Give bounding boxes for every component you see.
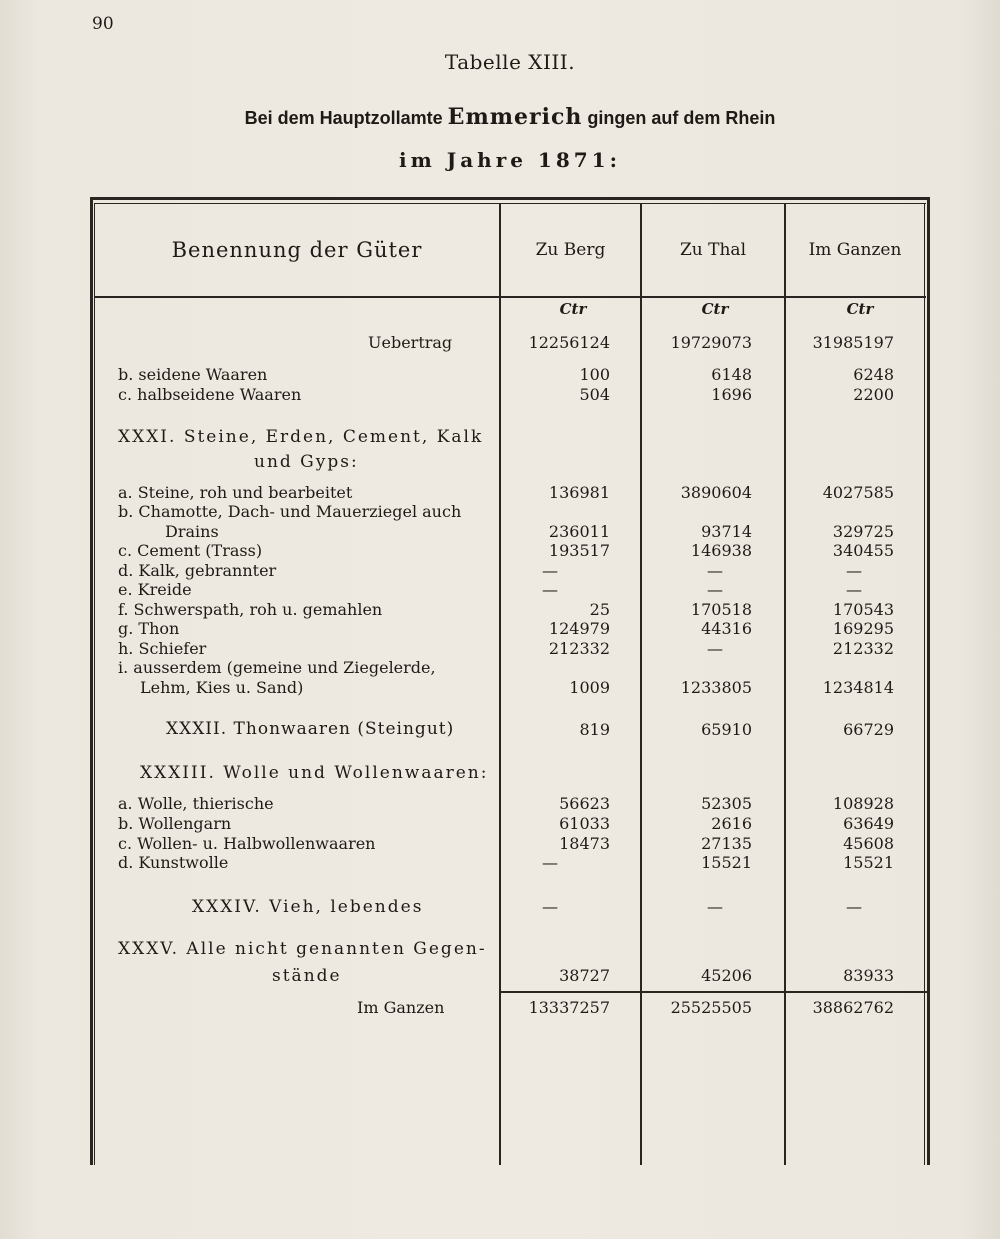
row-label: d. Kunstwolle [118, 853, 229, 872]
section-heading: und Gyps: [254, 452, 359, 472]
cell-im-ganzen: 63649 [843, 814, 894, 833]
cell-zu-thal: 146938 [690, 541, 752, 560]
row-label: b. seidene Waaren [118, 365, 268, 384]
table-title: Tabelle XIII. [444, 50, 576, 74]
cell-zu-berg: — [542, 853, 558, 872]
cell-zu-berg: 212332 [548, 639, 610, 658]
cell-im-ganzen: 45608 [843, 834, 894, 853]
total-rule [499, 991, 927, 993]
section-heading: XXXV. Alle nicht genannten Gegen- [118, 939, 487, 959]
cell-zu-berg: 819 [579, 720, 610, 739]
cell-zu-berg: 124979 [548, 619, 610, 638]
currency-unit: Ctr [846, 300, 874, 318]
cell-im-ganzen: 6248 [853, 365, 894, 384]
cell-im-ganzen: 169295 [832, 619, 894, 638]
row-label: e. Kreide [118, 580, 192, 599]
cell-zu-thal: 65910 [701, 720, 752, 739]
column-header-name: Benennung der Güter [171, 238, 423, 262]
section-heading: XXXIV. Vieh, lebendes [192, 897, 424, 917]
row-label: f. Schwerspath, roh u. gemahlen [118, 600, 383, 619]
row-label: b. Wollengarn [118, 814, 232, 833]
cell-im-ganzen: 2200 [853, 385, 894, 404]
cell-im-ganzen: 15521 [843, 853, 894, 872]
cell-zu-berg: 236011 [548, 522, 610, 541]
frame-left [90, 197, 93, 1165]
row-label: i. ausserdem (gemeine und Ziegelerde, [118, 658, 436, 677]
page-number: 90 [92, 14, 114, 34]
cell-im-ganzen: 329725 [832, 522, 894, 541]
heading-city: Emmerich [447, 104, 583, 130]
cell-im-ganzen: 340455 [832, 541, 894, 560]
column-header-zu-thal: Zu Thal [679, 240, 747, 260]
row-label: Drains [165, 522, 219, 541]
frame-left-inner [94, 203, 95, 1165]
cell-im-ganzen: 4027585 [822, 483, 894, 502]
cell-im-ganzen: — [846, 580, 862, 599]
cell-zu-berg: 56623 [559, 794, 610, 813]
cell-im-ganzen: 108928 [832, 794, 894, 813]
cell-zu-thal: 6148 [711, 365, 752, 384]
row-label: g. Thon [118, 619, 180, 638]
cell-im-ganzen: 1234814 [822, 678, 894, 697]
cell-zu-thal: 93714 [701, 522, 752, 541]
cell-zu-berg: 18473 [559, 834, 610, 853]
row-label: c. halbseidene Waaren [118, 385, 302, 404]
cell-zu-thal: 44316 [701, 619, 752, 638]
column-header-zu-berg: Zu Berg [535, 240, 606, 260]
cell-zu-berg: 504 [579, 385, 610, 404]
cell-zu-thal: 1696 [711, 385, 752, 404]
cell-zu-berg: 193517 [548, 541, 610, 560]
row-label: Uebertrag [368, 333, 453, 352]
cell-zu-berg: — [542, 561, 558, 580]
cell-im-ganzen: 31985197 [812, 333, 894, 352]
heading-prefix: Bei dem Hauptzollamte [244, 108, 443, 128]
cell-zu-thal: 15521 [701, 853, 752, 872]
total-zu-berg: 13337257 [528, 998, 610, 1017]
row-label: h. Schiefer [118, 639, 207, 658]
column-header-im-ganzen: Im Ganzen [808, 240, 902, 260]
cell-zu-thal: — [707, 561, 723, 580]
row-label: d. Kalk, gebrannter [118, 561, 277, 580]
heading-line-2: im Jahre 1871: [399, 148, 621, 172]
currency-unit: Ctr [559, 300, 587, 318]
cell-zu-thal: — [707, 639, 723, 658]
cell-zu-thal: 45206 [701, 966, 752, 985]
cell-zu-thal: 2616 [711, 814, 752, 833]
row-label: c. Wollen- u. Halbwollenwaaren [118, 834, 376, 853]
cell-zu-berg: — [542, 897, 558, 916]
cell-zu-thal: 1233805 [680, 678, 752, 697]
cell-zu-berg: 25 [589, 600, 610, 619]
cell-im-ganzen: 212332 [832, 639, 894, 658]
frame-right [927, 197, 930, 1165]
frame-top [90, 197, 930, 200]
row-label: a. Wolle, thierische [118, 794, 274, 813]
section-heading: XXXI. Steine, Erden, Cement, Kalk [118, 427, 484, 447]
section-heading: stände [272, 966, 342, 986]
cell-zu-thal: 170518 [690, 600, 752, 619]
row-label: c. Cement (Trass) [118, 541, 263, 560]
section-heading: XXXII. Thonwaaren (Steingut) [166, 719, 455, 739]
frame-right-inner [924, 203, 925, 1165]
header-rule [94, 296, 926, 298]
cell-im-ganzen: 66729 [843, 720, 894, 739]
cell-zu-thal: 52305 [701, 794, 752, 813]
row-label: b. Chamotte, Dach- und Mauerziegel auch [118, 502, 462, 521]
cell-zu-berg: 1009 [569, 678, 610, 697]
cell-zu-thal: — [707, 580, 723, 599]
cell-im-ganzen: 170543 [832, 600, 894, 619]
cell-zu-thal: 27135 [701, 834, 752, 853]
cell-zu-thal: — [707, 897, 723, 916]
heading-line-1 [0, 104, 1000, 130]
cell-zu-berg: 100 [579, 365, 610, 384]
total-im-ganzen: 38862762 [812, 998, 894, 1017]
cell-zu-berg: 38727 [559, 966, 610, 985]
cell-zu-berg: 61033 [559, 814, 610, 833]
cell-im-ganzen: 83933 [843, 966, 894, 985]
cell-zu-berg: — [542, 580, 558, 599]
row-label: a. Steine, roh und bearbeitet [118, 483, 353, 502]
row-label: Lehm, Kies u. Sand) [140, 678, 304, 697]
cell-zu-thal: 3890604 [680, 483, 752, 502]
cell-zu-thal: 19729073 [670, 333, 752, 352]
cell-im-ganzen: — [846, 561, 862, 580]
total-zu-thal: 25525505 [670, 998, 752, 1017]
currency-unit: Ctr [701, 300, 729, 318]
cell-zu-berg: 136981 [548, 483, 610, 502]
cell-im-ganzen: — [846, 897, 862, 916]
heading-suffix: gingen auf dem Rhein [587, 108, 776, 128]
section-heading: XXXIII. Wolle und Wollenwaaren: [140, 763, 489, 783]
total-label: Im Ganzen [357, 998, 445, 1017]
cell-zu-berg: 12256124 [528, 333, 610, 352]
